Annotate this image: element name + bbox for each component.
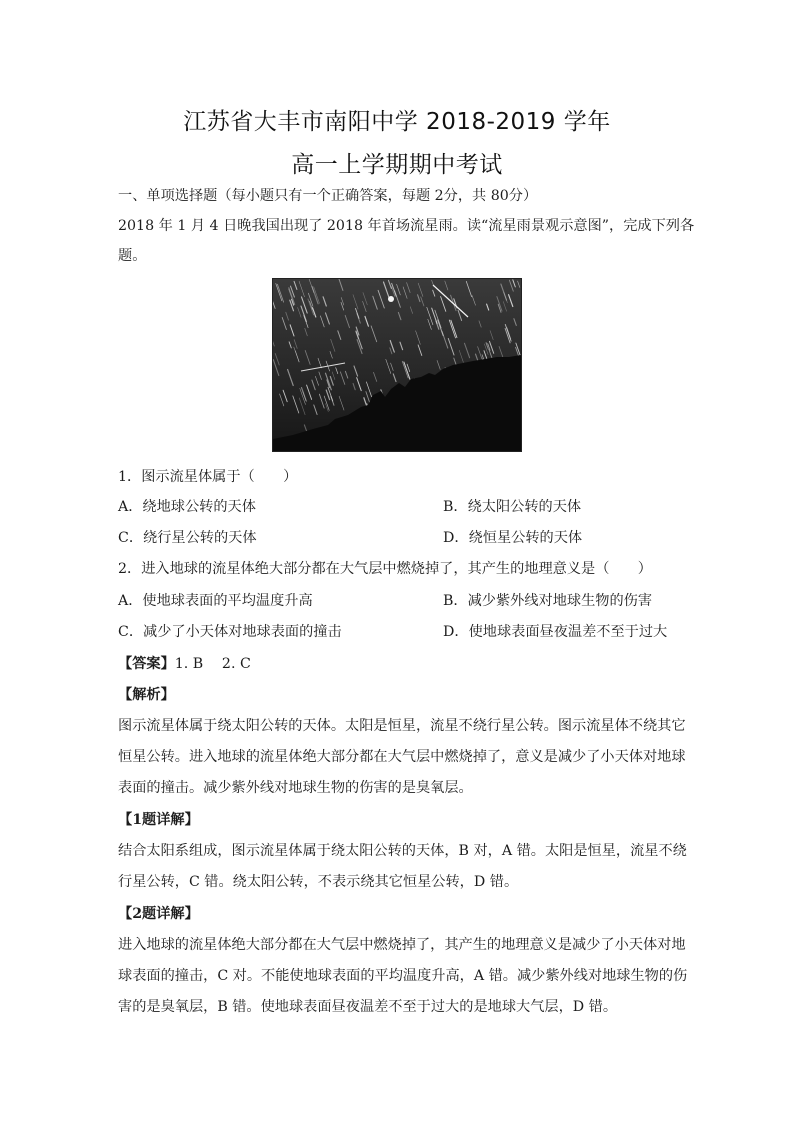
detail-2-label: 【2题详解】 bbox=[118, 906, 199, 922]
intro-line-2: 题。 bbox=[118, 248, 147, 264]
question-2-option-d: D．使地球表面昼夜温差不至于过大 bbox=[443, 624, 668, 640]
question-1-option-c: C．绕行星公转的天体 bbox=[118, 530, 257, 546]
detail-2-line-2: 球表面的撞击，C 对。不能使地球表面的平均温度升高，A 错。减少紫外线对地球生物的伤 bbox=[118, 968, 688, 984]
question-2-option-b: B．减少紫外线对地球生物的伤害 bbox=[443, 593, 653, 609]
answer-label: 【答案】 bbox=[118, 656, 175, 672]
question-1-stem: 1．图示流星体属于（ ） bbox=[118, 469, 298, 485]
question-2-option-c: C．减少了小天体对地球表面的撞击 bbox=[118, 624, 342, 640]
detail-1-label: 【1题详解】 bbox=[118, 812, 199, 828]
section-heading: 一、单项选择题（每小题只有一个正确答案，每题 2分，共 80分） bbox=[118, 188, 538, 204]
question-2-stem: 2．进入地球的流星体绝大部分都在大气层中燃烧掉了，其产生的地理意义是（ ） bbox=[118, 561, 652, 577]
detail-2-line-3: 害的是臭氧层，B 错。使地球表面昼夜温差不至于过大的是地球大气层，D 错。 bbox=[118, 999, 618, 1015]
analysis-line-2: 恒星公转。进入地球的流星体绝大部分都在大气层中燃烧掉了，意义是减少了小天体对地球 bbox=[118, 749, 686, 765]
intro-line-1: 2018 年 1 月 4 日晚我国出现了 2018 年首场流星雨。读“流星雨景观示意图”，完成下列各 bbox=[118, 218, 695, 234]
detail-1-line-2: 行星公转，C 错。绕太阳公转，不表示绕其它恒星公转，D 错。 bbox=[118, 874, 519, 890]
analysis-line-1: 图示流星体属于绕太阳公转的天体。太阳是恒星，流星不绕行星公转。图示流星体不绕其它 bbox=[118, 718, 686, 734]
answer-text: 1. B 2. C bbox=[174, 656, 251, 672]
analysis-line-3: 表面的撞击。减少紫外线对地球生物的伤害的是臭氧层。 bbox=[118, 780, 473, 796]
question-1-option-a: A．绕地球公转的天体 bbox=[118, 499, 256, 515]
analysis-label: 【解析】 bbox=[118, 687, 175, 703]
detail-1-line-1: 结合太阳系组成，图示流星体属于绕太阳公转的天体，B 对，A 错。太阳是恒星，流星不绕 bbox=[118, 843, 687, 859]
answer-line bbox=[118, 654, 251, 674]
question-1-option-d: D．绕恒星公转的天体 bbox=[443, 530, 583, 546]
detail-2-line-1: 进入地球的流星体绝大部分都在大气层中燃烧掉了，其产生的地理意义是减少了小天体对地 bbox=[118, 937, 686, 953]
question-2-option-a: A．使地球表面的平均温度升高 bbox=[118, 593, 313, 609]
question-1-option-b: B．绕太阳公转的天体 bbox=[443, 499, 582, 515]
meteor-shower-photo bbox=[272, 278, 522, 452]
page-title: 江苏省大丰市南阳中学 2018-2019 学年 bbox=[183, 109, 611, 135]
page-subtitle: 高一上学期期中考试 bbox=[291, 152, 503, 178]
